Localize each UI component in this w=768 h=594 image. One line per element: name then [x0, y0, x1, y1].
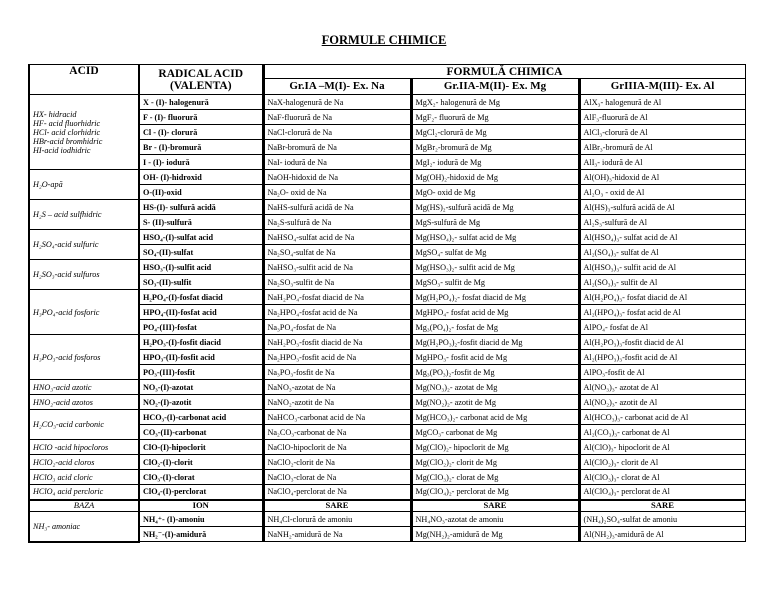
formula-mg-cell: Mg₃(PO₄)₂- fosfat de Mg: [411, 320, 579, 335]
formula-mg-cell: Mg(H₂PO₃)₂-fosfit diacid de Mg: [411, 335, 579, 350]
acid-name: HNO₂-acid azotos: [29, 395, 139, 410]
radical-cell: H₂PO₄-(I)-fosfat diacid: [139, 290, 263, 305]
page-title: FORMULE CHIMICE: [321, 33, 447, 47]
radical-cell: H₂PO₃-(I)-fosfit diacid: [139, 335, 263, 350]
radical-cell: NH₄⁺- (I)-amoniu: [139, 512, 263, 527]
radical-cell: HSO₃-(I)-sulfit acid: [139, 260, 263, 275]
radical-cell: PO₄-(III)-fosfat: [139, 320, 263, 335]
formula-al-cell: Al(HSO₃)₃- sulfit acid de Al: [579, 260, 745, 275]
formula-al-cell: Al₂(HPO₄)₃- fosfat acid de Al: [579, 305, 745, 320]
formula-na-cell: NaHCO₃-carbonat acid de Na: [263, 410, 411, 425]
table-row: [29, 290, 745, 305]
header-sare: SARE: [579, 500, 745, 512]
formula-al-cell: Al₂S₃-sulfură de Al: [579, 215, 745, 230]
formula-al-cell: AlX₃- halogenură de Al: [579, 95, 745, 110]
formula-mg-cell: MgX₂- halogenură de Mg: [411, 95, 579, 110]
formula-mg-cell: Mg(ClO)₂- hipoclorit de Mg: [411, 440, 579, 455]
formula-na-cell: NaHS-sulfură acidă de Na: [263, 200, 411, 215]
formula-na-cell: Na₃PO₃-fosfit de Na: [263, 365, 411, 380]
formula-na-cell: NaClO₂-clorit de Na: [263, 455, 411, 470]
radical-cell: NH₂⁻-(I)-amidură: [139, 527, 263, 542]
radical-cell: NO₃-(I)-azotat: [139, 380, 263, 395]
formula-al-cell: AlI₃- iodură de Al: [579, 155, 745, 170]
table-row: [29, 95, 745, 110]
formula-mg-cell: MgF₂- fluorură de Mg: [411, 110, 579, 125]
radical-cell: I - (I)- iodură: [139, 155, 263, 170]
formula-al-cell: Al(H₂PO₄)₃- fosfat diacid de Al: [579, 290, 745, 305]
formula-al-cell: Al₂(SO₃)₃- sulfit de Al: [579, 275, 745, 290]
formula-na-cell: NaCl-clorură de Na: [263, 125, 411, 140]
formula-mg-cell: Mg(OH)₂-hidoxid de Mg: [411, 170, 579, 185]
formula-mg-cell: Mg(H₂PO₄)₂- fosfat diacid de Mg: [411, 290, 579, 305]
radical-cell: ClO₃-(I)-clorat: [139, 470, 263, 485]
formula-mg-cell: MgCO₃- carbonat de Mg: [411, 425, 579, 440]
formula-na-cell: NaF-fluorură de Na: [263, 110, 411, 125]
radical-cell: F - (I)- fluorură: [139, 110, 263, 125]
radical-cell: HSO₄-(I)-sulfat acid: [139, 230, 263, 245]
formula-mg-cell: MgCl₂-clorură de Mg: [411, 125, 579, 140]
formula-mg-cell: Mg(NH₂)₂-amidură de Mg: [411, 527, 579, 542]
formula-mg-cell: MgO- oxid de Mg: [411, 185, 579, 200]
table-row: [29, 230, 745, 245]
formula-al-cell: Al(HCO₃)₃- carbonat acid de Al: [579, 410, 745, 425]
radical-cell: O-(II)-oxid: [139, 185, 263, 200]
header-sare: SARE: [411, 500, 579, 512]
formula-mg-cell: Mg(ClO₃)₂- clorat de Mg: [411, 470, 579, 485]
formula-na-cell: Na₂S-sulfură de Na: [263, 215, 411, 230]
formula-al-cell: AlPO₃-fosfit de Al: [579, 365, 745, 380]
formula-na-cell: NaClO₃-clorat de Na: [263, 470, 411, 485]
formula-na-cell: NH₄Cl-clorură de amoniu: [263, 512, 411, 527]
formula-na-cell: NaClO₄-perclorat de Na: [263, 485, 411, 500]
radical-cell: ClO₄-(I)-perclorat: [139, 485, 263, 500]
formula-al-cell: Al(H₂PO₃)₃-fosfit diacid de Al: [579, 335, 745, 350]
acid-name: HX- hidracid HF- acid fluorhidric HCl- acid clorhidric HBr-acid bromhidric HI-acid iodhidric: [29, 95, 139, 170]
formula-na-cell: NaHSO₄-sulfat acid de Na: [263, 230, 411, 245]
header-group-3: GrIIIA-M(III)- Ex. Al: [579, 79, 745, 95]
radical-cell: ClO₂-(I)-clorit: [139, 455, 263, 470]
formula-mg-cell: Mg(ClO₄)₂- perclorat de Mg: [411, 485, 579, 500]
formula-mg-cell: Mg₃(PO₃)₂-fosfit de Mg: [411, 365, 579, 380]
acid-name: HClO -acid hipocloros: [29, 440, 139, 455]
radical-cell: HPO₃-(II)-fosfit acid: [139, 350, 263, 365]
acid-name: H₃PO₃-acid fosforos: [29, 335, 139, 380]
formula-na-cell: NaOH-hidoxid de Na: [263, 170, 411, 185]
radical-cell: Br - (I)-bromură: [139, 140, 263, 155]
acid-name: H₂S – acid sulfhidric: [29, 200, 139, 230]
formula-al-cell: Al₂(CO₃)₃- carbonat de Al: [579, 425, 745, 440]
baza-header-row: [29, 500, 745, 512]
header-group-1: Gr.IA –M(I)- Ex. Na: [263, 79, 411, 95]
formula-mg-cell: MgBr₂-bromură de Mg: [411, 140, 579, 155]
formula-na-cell: Na₂SO₃-sulfit de Na: [263, 275, 411, 290]
formula-mg-cell: NH₄NO₃-azotat de amoniu: [411, 512, 579, 527]
header-acid: ACID: [29, 65, 139, 95]
formula-al-cell: Al(NO₃)₃- azotat de Al: [579, 380, 745, 395]
table-row: [29, 395, 745, 410]
formula-mg-cell: MgSO₃- sulfit de Mg: [411, 275, 579, 290]
table-row: [29, 440, 745, 455]
acid-name: HClO₄ acid percloric: [29, 485, 139, 500]
table-row: [29, 200, 745, 215]
formula-mg-cell: Mg(NO₃)₂- azotat de Mg: [411, 380, 579, 395]
table-row: [29, 512, 745, 527]
formula-mg-cell: MgSO₄- sulfat de Mg: [411, 245, 579, 260]
formula-na-cell: NaNO₃-azotat de Na: [263, 380, 411, 395]
formula-na-cell: NaH₂PO₄-fosfat diacid de Na: [263, 290, 411, 305]
header-formula: FORMULĂ CHIMICA: [263, 65, 745, 79]
radical-cell: SO₃-(II)-sulfit: [139, 275, 263, 290]
formula-al-cell: AlF₃-fluorură de Al: [579, 110, 745, 125]
formula-al-cell: Al(NH₂)₃-amidură de Al: [579, 527, 745, 542]
radical-cell: SO₄-(II)-sulfat: [139, 245, 263, 260]
acid-name: H₂CO₃-acid carbonic: [29, 410, 139, 440]
formula-na-cell: NaClO-hipoclorit de Na: [263, 440, 411, 455]
formula-al-cell: Al(OH)₃-hidoxid de Al: [579, 170, 745, 185]
formula-na-cell: Na₂O- oxid de Na: [263, 185, 411, 200]
radical-cell: HS-(I)- sulfură acidă: [139, 200, 263, 215]
formula-na-cell: Na₂HPO₄-fosfat acid de Na: [263, 305, 411, 320]
formula-al-cell: AlCl₃-clorură de Al: [579, 125, 745, 140]
formula-na-cell: Na₂CO₃-carbonat de Na: [263, 425, 411, 440]
formula-na-cell: NaBr-bromură de Na: [263, 140, 411, 155]
formula-mg-cell: Mg(ClO₂)₂- clorit de Mg: [411, 455, 579, 470]
formula-na-cell: NaNH₂-amidură de Na: [263, 527, 411, 542]
formula-al-cell: Al(ClO₄)₃- perclorat de Al: [579, 485, 745, 500]
table-row: [29, 380, 745, 395]
radical-cell: ClO-(I)-hipoclorit: [139, 440, 263, 455]
table-row: [29, 470, 745, 485]
formula-mg-cell: Mg(HSO₄)₂- sulfat acid de Mg: [411, 230, 579, 245]
radical-cell: S- (II)-sulfură: [139, 215, 263, 230]
formula-mg-cell: Mg(NO₂)₂- azotit de Mg: [411, 395, 579, 410]
acid-name: H₂SO₄-acid sulfuric: [29, 230, 139, 260]
radical-cell: CO₃-(II)-carbonat: [139, 425, 263, 440]
formula-al-cell: Al(HSO₄)₃- sulfat acid de Al: [579, 230, 745, 245]
header-group-2: Gr.IIA-M(II)- Ex. Mg: [411, 79, 579, 95]
acid-name: H₂O-apă: [29, 170, 139, 200]
formula-al-cell: Al(HS)₃-sulfură acidă de Al: [579, 200, 745, 215]
formula-mg-cell: Mg(HS)₂-sulfură acidă de Mg: [411, 200, 579, 215]
radical-cell: HPO₄-(II)-fosfat acid: [139, 305, 263, 320]
acid-name: HClO₃ acid cloric: [29, 470, 139, 485]
header-sare: SARE: [263, 500, 411, 512]
table-row: [29, 335, 745, 350]
radical-cell: PO₃-(III)-fosfit: [139, 365, 263, 380]
formula-al-cell: Al₂(SO₄)₃- sulfat de Al: [579, 245, 745, 260]
formula-na-cell: NaI- iodură de Na: [263, 155, 411, 170]
formula-mg-cell: MgHPO₄- fosfat acid de Mg: [411, 305, 579, 320]
acid-name: H₂SO₃-acid sulfuros: [29, 260, 139, 290]
formula-al-cell: Al(ClO₂)₃- clorit de Al: [579, 455, 745, 470]
formula-mg-cell: Mg(HSO₃)₂- sulfit acid de Mg: [411, 260, 579, 275]
formula-na-cell: Na₂HPO₃-fosfit acid de Na: [263, 350, 411, 365]
table-row: [29, 485, 745, 500]
formula-al-cell: (NH₄)₂SO₄-sulfat de amoniu: [579, 512, 745, 527]
header-radical: RADICAL ACID (VALENTA): [139, 65, 263, 95]
table-row: [29, 170, 745, 185]
formula-mg-cell: MgHPO₃- fosfit acid de Mg: [411, 350, 579, 365]
table-row: [29, 410, 745, 425]
formula-mg-cell: MgI₂- iodură de Mg: [411, 155, 579, 170]
formula-na-cell: Na₂SO₄-sulfat de Na: [263, 245, 411, 260]
header-baza: BAZA: [29, 500, 139, 512]
formula-mg-cell: Mg(HCO₃)₂- carbonat acid de Mg: [411, 410, 579, 425]
formula-na-cell: NaH₂PO₃-fosfit diacid de Na: [263, 335, 411, 350]
formula-na-cell: NaX-halogenură de Na: [263, 95, 411, 110]
radical-cell: Cl - (I)- clorură: [139, 125, 263, 140]
radical-cell: X - (I)- halogenură: [139, 95, 263, 110]
formula-al-cell: Al₂O₃ - oxid de Al: [579, 185, 745, 200]
acid-name: HNO₃-acid azotic: [29, 380, 139, 395]
formula-al-cell: AlBr₃-bromură de Al: [579, 140, 745, 155]
formula-al-cell: Al₂(HPO₃)₃-fosfit acid de Al: [579, 350, 745, 365]
formula-na-cell: NaNO₂-azotit de Na: [263, 395, 411, 410]
formula-table: [28, 64, 746, 543]
formula-mg-cell: MgS-sulfură de Mg: [411, 215, 579, 230]
acid-name: HClO₂-acid cloros: [29, 455, 139, 470]
formula-al-cell: Al(NO₂)₃- azotit de Al: [579, 395, 745, 410]
table-row: [29, 260, 745, 275]
acid-name: NH₃- amoniac: [29, 512, 139, 542]
radical-cell: OH- (I)-hidroxid: [139, 170, 263, 185]
table-row: [29, 455, 745, 470]
formula-na-cell: NaHSO₃-sulfit acid de Na: [263, 260, 411, 275]
formula-al-cell: Al(ClO)₃- hipoclorit de Al: [579, 440, 745, 455]
acid-name: H₃PO₄-acid fosforic: [29, 290, 139, 335]
formula-al-cell: Al(ClO₃)₃- clorat de Al: [579, 470, 745, 485]
header-ion: ION: [139, 500, 263, 512]
radical-cell: NO₂-(I)-azotit: [139, 395, 263, 410]
formula-al-cell: AlPO₄- fosfat de Al: [579, 320, 745, 335]
radical-cell: HCO₃-(I)-carbonat acid: [139, 410, 263, 425]
formula-na-cell: Na₃PO₄-fosfat de Na: [263, 320, 411, 335]
